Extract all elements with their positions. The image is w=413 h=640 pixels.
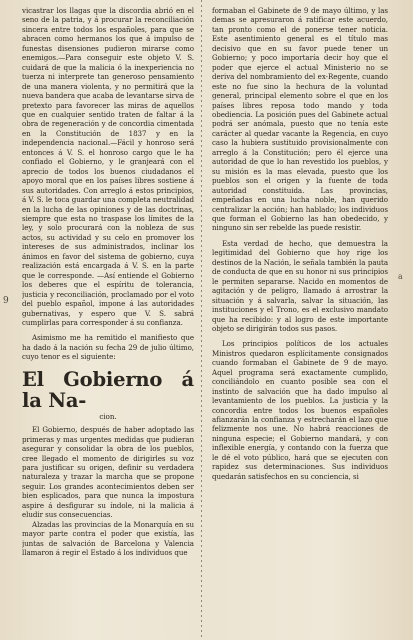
right-column [212, 6, 388, 636]
left-paragraph-1: vicastrar los llagas que la discordia abrió en el seno de la patria, y á procurar la reconciliación sincera entre todos los españoles, para que se abracen como hermanos los que á impulso de funestas disensiones pudieron mirarse como enemigos.—Para conseguir este objeto V. S. cuidará de que la malicia ó la inexperiencia no tuerza ni interprete tan generoso pensamiento de una manera violenta, y no permitirá que la nueva bandera que acaba de levantarse sirva de pretexto para favorecer las miras de aquellos que en cualquier sentido traten de faltar á la obra de regeneración y de concordia cimentada en la Constitución de 1837 y en la independencia nacional.—Fácil y honroso será entonces á V. S. el honroso cargo que le ha confiado el Gobierno, y le granjeará con el aprecio de todos los buenos ciudadanos el apoyo moral que en los países libres sostiene á sus autoridades. Con arreglo á estos principios, á V. S. le toca guardar una completa neutralidad en la lucha de las opiniones y de las doctrinas, siempre que esta no traspase los límites de la ley, y solo procurará con la nobleza de sus actos, su actividad y su celo en promover los intereses de sus administrados, inclinar los ánimos en favor del sistema de gobierno, cuya realización está encargada á V. S. en la parte que le corresponde. —Así entiende el Gobierno los deberes que el espíritu de tolerancia, justicia y reconciliación, proclamado por el voto del pueblo español, impone á las autoridades gubernativas, y espero que V. S. sabrá cumplirlas para corresponder á su confianza. [22, 6, 194, 327]
left-paragraph-4: Alzadas las provincias de la Monarquía en su mayor parte contra el poder que existía, las juntas de salvación de Barcelona y Valencia llamaron á regir el Estado á los individuos que [22, 519, 194, 558]
left-column [22, 6, 194, 636]
left-paragraph-3: El Gobierno, después de haber adoptado las primeras y mas urgentes medidas que pudieran asegurar y consolidar la obra de los pueblos, cree llegado el momento de dirigirles su voz para justificar su origen, definir su verdadera naturaleza y trazar la marcha que se propone seguir. Los grandes acontecimientos deben ser bien esplicados, para que nunca la impostura aspire á desfigurar su índole, ni la malicia á eludir sus consecuencias. [22, 425, 194, 520]
left-paragraph-2: Asimismo me ha remitido el manifiesto que ha dado á la nación su fecha 29 de julio último, cuyo tenor es el siguiente: [22, 333, 194, 362]
column-divider [201, 0, 202, 640]
page-edge-mark: a [398, 272, 403, 281]
article-headline-tail: cion. [99, 411, 117, 421]
right-paragraph-2: Esta verdad de hecho, que demuestra la legitimidad del Gobierno que hoy rige los destinos de la Nación, le señala también la pauta de conducta de que en su honor ni sus principios le permiten separarse. Nacido en momentos de agitación y de peligro, llamado á arrostrar la situación y á salvarla, salvar la situación, las instituciones y el Trono, es el exclusivo mandato que ha recibido: y al logro de este importante objeto se dirigirán todos sus pasos. [212, 238, 388, 333]
right-paragraph-3: Los principios políticos de los actuales Ministros quedaron esplícitamente consignados cuando formaban el Gabinete de 9 de mayo. Aquel programa será exactamente cumplido, conciliándolo en cuanto posible sea con el instinto de salvación que ha dado impulso al levantamiento de los pueblos. La justicia y la concordia entre todos los buenos españoles afianzarán la confianza y estrecharán el lazo que felizmente nos une. No habrá reacciones de ninguna especie; el Gobierno mandará, y con inflexible energía, y contando con la fuerza que le dé el voto público, hará que se ejecuten con rapidez sus determinaciones. Sus individuos quedarán satisfechos en su conciencia, si [212, 339, 388, 481]
article-headline: El Gobierno á la Na- [22, 367, 194, 412]
right-paragraph-1: formaban el Gabinete de 9 de mayo último, y las demas se apresuraron á ratificar este acuerdo, tan pronto como el de ponerse tener noticia. Este asentimiento general es el título mas decisivo que en su favor puede tener un Gobierno; y poco importaría decir hoy que el poder que ejerce el actual Ministerio no se deriva del nombramiento del ex-Regente, cuando este no fue sino la hechura de la voluntad general, principal elemento sobre el que en los países libres reposa todo mando y toda obediencia. La posición pues del Gabinete actual podrá ser anómala, puesto que no tenía este carácter al quedar vacante la Regencia, en cuyo caso la hubiera sustituido provisionalmente con arreglo á la Constitución; pero él ejerce una autoridad de que lo han revestido los pueblos, y su misión es la mas elevada, puesto que los pueblos son el origen y la fuente de toda autoridad constituida. Las provincias, empeñadas en una lucha noble, han querido centralizar la acción; han hablado; los individuos que forman el Gobierno las han obedecido, y ninguno sin ser rebelde las puede resistir. [212, 6, 388, 233]
page-edge-number: 9 [3, 296, 9, 306]
